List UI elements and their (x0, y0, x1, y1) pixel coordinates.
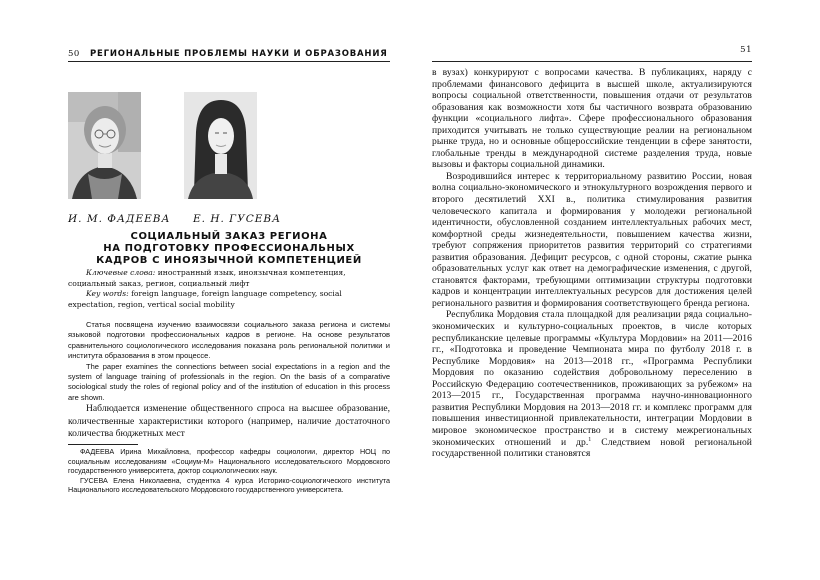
footnote-author-1: ФАДЕЕВА Ирина Михайловна, профессор кафедры социологии, директор НОЦ по социальным исследованиям «Социум-М» Национального исследовательского Мордовского государственного университета, доктор социологических наук. (68, 447, 390, 476)
footnotes-block (68, 447, 390, 495)
body-paragraph: в вузах) конкурируют с вопросами качества. В публикациях, наряду с проблемами финансового дефицита в высшей школе, актуализируются вопросы социальной ответственности, повышения отдачи от результатов образования как возможности хотя бы частичного возврата образованию функции «социального лифта». Сфере профессионального образования приходится учитывать не только существующие реалии на региональном рынке труда, но и основные общероссийские тенденции в сфере занятости, глобальные тренды в международной системе разделения труда, новые вызовы и факторы социальной динамики. (432, 67, 752, 171)
article-title (68, 231, 390, 267)
left-page-number: 50 (68, 49, 80, 59)
keywords-en-text: foreign language, foreign language competency, social expectation, region, vertical social mobility (68, 289, 342, 309)
right-header-rule (432, 61, 752, 62)
keywords-ru-text: иностранный язык, иноязычная компетенция, социальный заказ, регион, социальный лифт (68, 268, 346, 288)
keywords-ru (68, 268, 390, 289)
author-photo-fadeeva (68, 92, 141, 199)
left-page-header (68, 45, 390, 59)
keywords-block (68, 268, 390, 310)
title-line: СОЦИАЛЬНЫЙ ЗАКАЗ РЕГИОНА (130, 231, 328, 242)
right-page-header (432, 45, 752, 59)
title-line: НА ПОДГОТОВКУ ПРОФЕССИОНАЛЬНЫХ (103, 243, 355, 254)
abstract-block (68, 320, 390, 403)
lead-paragraph-block (68, 403, 390, 441)
author-name-2: Е. Н. ГУСЕВА (193, 213, 282, 225)
lead-paragraph: Наблюдается изменение общественного спроса на высшее образование, количественные характеристики которого (например, наличие достаточного количества бюджетных мест (68, 403, 390, 439)
footnote-ref: 1 (588, 436, 592, 443)
body-paragraph-tail: Следствием новой региональной государственной политики становятся (432, 436, 752, 460)
body-paragraph: Возродившийся интерес к территориальному развитию России, новая волна социально-экономического и этнокультурного возрождения первого и второго десятилетий XXI в., политика стимулирования развития человеческого капитала и формирования у молодежи региональной идентичности, обусловленной созданием интеллектуальных рабочих мест, комфортной среды жизнедеятельности, повышением качества жизни, требуют сопряжения приоритетов развития территорий со стратегиями развития образования. Дефицит ресурсов, с одной стороны, сжатие рынка образовательных услуг как ответ на демографические изменения, с другой, становятся факторами, требующими оптимизации структуры подготовки кадров и концентрации интеллектуальных ресурсов для достижения целей регионального развития и формирования соответствующего бренда региона. (432, 170, 752, 309)
running-title: РЕГИОНАЛЬНЫЕ ПРОБЛЕМЫ НАУКИ И ОБРАЗОВАНИЯ (90, 49, 388, 59)
right-page-body (432, 67, 752, 460)
left-header-rule (68, 61, 390, 62)
footnote-author-2: ГУСЕВА Елена Николаевна, студентка 4 курса Историко-социологического института Национального исследовательского Мордовского государственного университета. (68, 475, 390, 495)
title-line: КАДРОВ С ИНОЯЗЫЧНОЙ КОМПЕТЕНЦИЕЙ (96, 255, 362, 266)
keywords-en-label: Key words: (86, 289, 129, 298)
keywords-ru-label: Ключевые слова: (86, 268, 156, 277)
keywords-en (68, 289, 390, 310)
right-page-number: 51 (740, 45, 752, 55)
author-photo-guseva (184, 92, 257, 199)
author-name-1: И. М. ФАДЕЕВА (68, 213, 171, 225)
abstract-ru: Статья посвящена изучению взаимосвязи социального заказа региона и системы языковой подготовки профессиональных кадров в регионе. На основе результатов сравнительного социологического исследования показана роль региональной политики и института образования в этом процессе. (68, 320, 390, 361)
abstract-en: The paper examines the connections between social expectations in a region and the system of language training of professionals in the region. On the basis of a comparative sociological study the roles of regional policy and of the institution of education in this process are shown. (68, 361, 390, 402)
footnote-rule (68, 444, 138, 445)
body-paragraph (432, 309, 752, 459)
body-paragraph-text: Республика Мордовия стала площадкой для реализации ряда социально-экономических и культурно-социальных проектов, в числе которых республиканские целевые программы «Культура Мордовии» на 2011—2016 гг., «Подготовка и проведение Чемпионата мира по футболу 2018 г. в Республике Мордовия» на 2013—2018 гг., «Программа Республики Мордовия по оказанию содействия добровольному переселению в Российскую Федерацию соотечественников, проживающих за рубежом» на 2013—2015 гг., Государственная программа научно-инновационного развития Республики Мордовия на 2013—2018 гг. и комплекс программ для повышения инвестиционной привлекательности, интеграции Мордовии в мировое экономическое пространство и в систему межрегиональных экономических отношений и др. (432, 309, 752, 448)
